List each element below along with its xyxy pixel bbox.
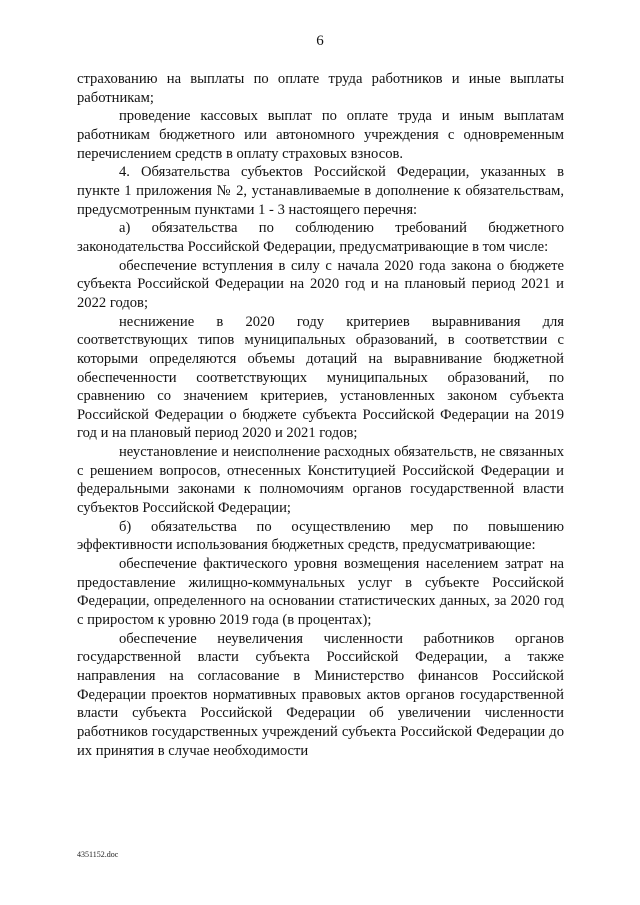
page-number: 6	[316, 33, 324, 49]
paragraph-7: неустановление и неисполнение расходных обязательств, не связанных с решением вопросов, отнесенных Конституцией Российской Федерации и федеральными законами к полномочиям органов государственной власти субъектов Российской Федерации;	[77, 444, 564, 517]
paragraph-9: обеспечение фактического уровня возмещения населением затрат на предоставление жилищно-коммунальных услуг в субъекте Российской Федерации, определенного на основании статистических данных, за 2020 год с приростом к уровню 2019 года (в процентах);	[77, 556, 564, 629]
document-file-id: 4351152.doc	[77, 850, 119, 859]
document-body	[77, 70, 564, 760]
paragraph-8: б) обязательства по осуществлению мер по повышению эффективности использования бюджетных средств, предусматривающие:	[77, 518, 564, 554]
paragraph-1: страхованию на выплаты по оплате труда работников и иные выплаты работникам;	[77, 71, 564, 106]
paragraph-6: неснижение в 2020 году критериев выравнивания для соответствующих типов муниципальных образований, в соответствии с которыми определяются объемы дотаций на выравнивание бюджетной обеспеченности соответствующих муниципальных образований, по сравнению со значением критериев, установленных законом субъекта Российской Федерации о бюджете субъекта Российской Федерации на 2019 год и на плановый период 2020 и 2021 годов;	[77, 313, 564, 442]
paragraph-3: 4. Обязательства субъектов Российской Федерации, указанных в пункте 1 приложения № 2, устанавливаемые в дополнение к обязательствам, предусмотренным пунктами 1 - 3 настоящего перечня:	[77, 164, 564, 218]
paragraph-5: обеспечение вступления в силу с начала 2020 года закона о бюджете субъекта Российской Федерации на 2020 год и на плановый период 2021 и 2022 годов;	[77, 257, 564, 311]
paragraph-2: проведение кассовых выплат по оплате труда и иным выплатам работникам бюджетного или автономного учреждения с одновременным перечислением средств в оплату страховых взносов.	[77, 108, 564, 162]
paragraph-4: а) обязательства по соблюдению требований бюджетного законодательства Российской Федерации, предусматривающие в том числе:	[77, 220, 564, 255]
paragraph-10: обеспечение неувеличения численности работников органов государственной власти субъекта Российской Федерации, а также направления на согласование в Министерство финансов Российской Федерации проектов нормативных правовых актов органов государственной власти субъекта Российской Федерации об увеличении численности работников государственных учреждений субъекта Российской Федерации до их принятия в случае необходимости	[77, 630, 564, 759]
